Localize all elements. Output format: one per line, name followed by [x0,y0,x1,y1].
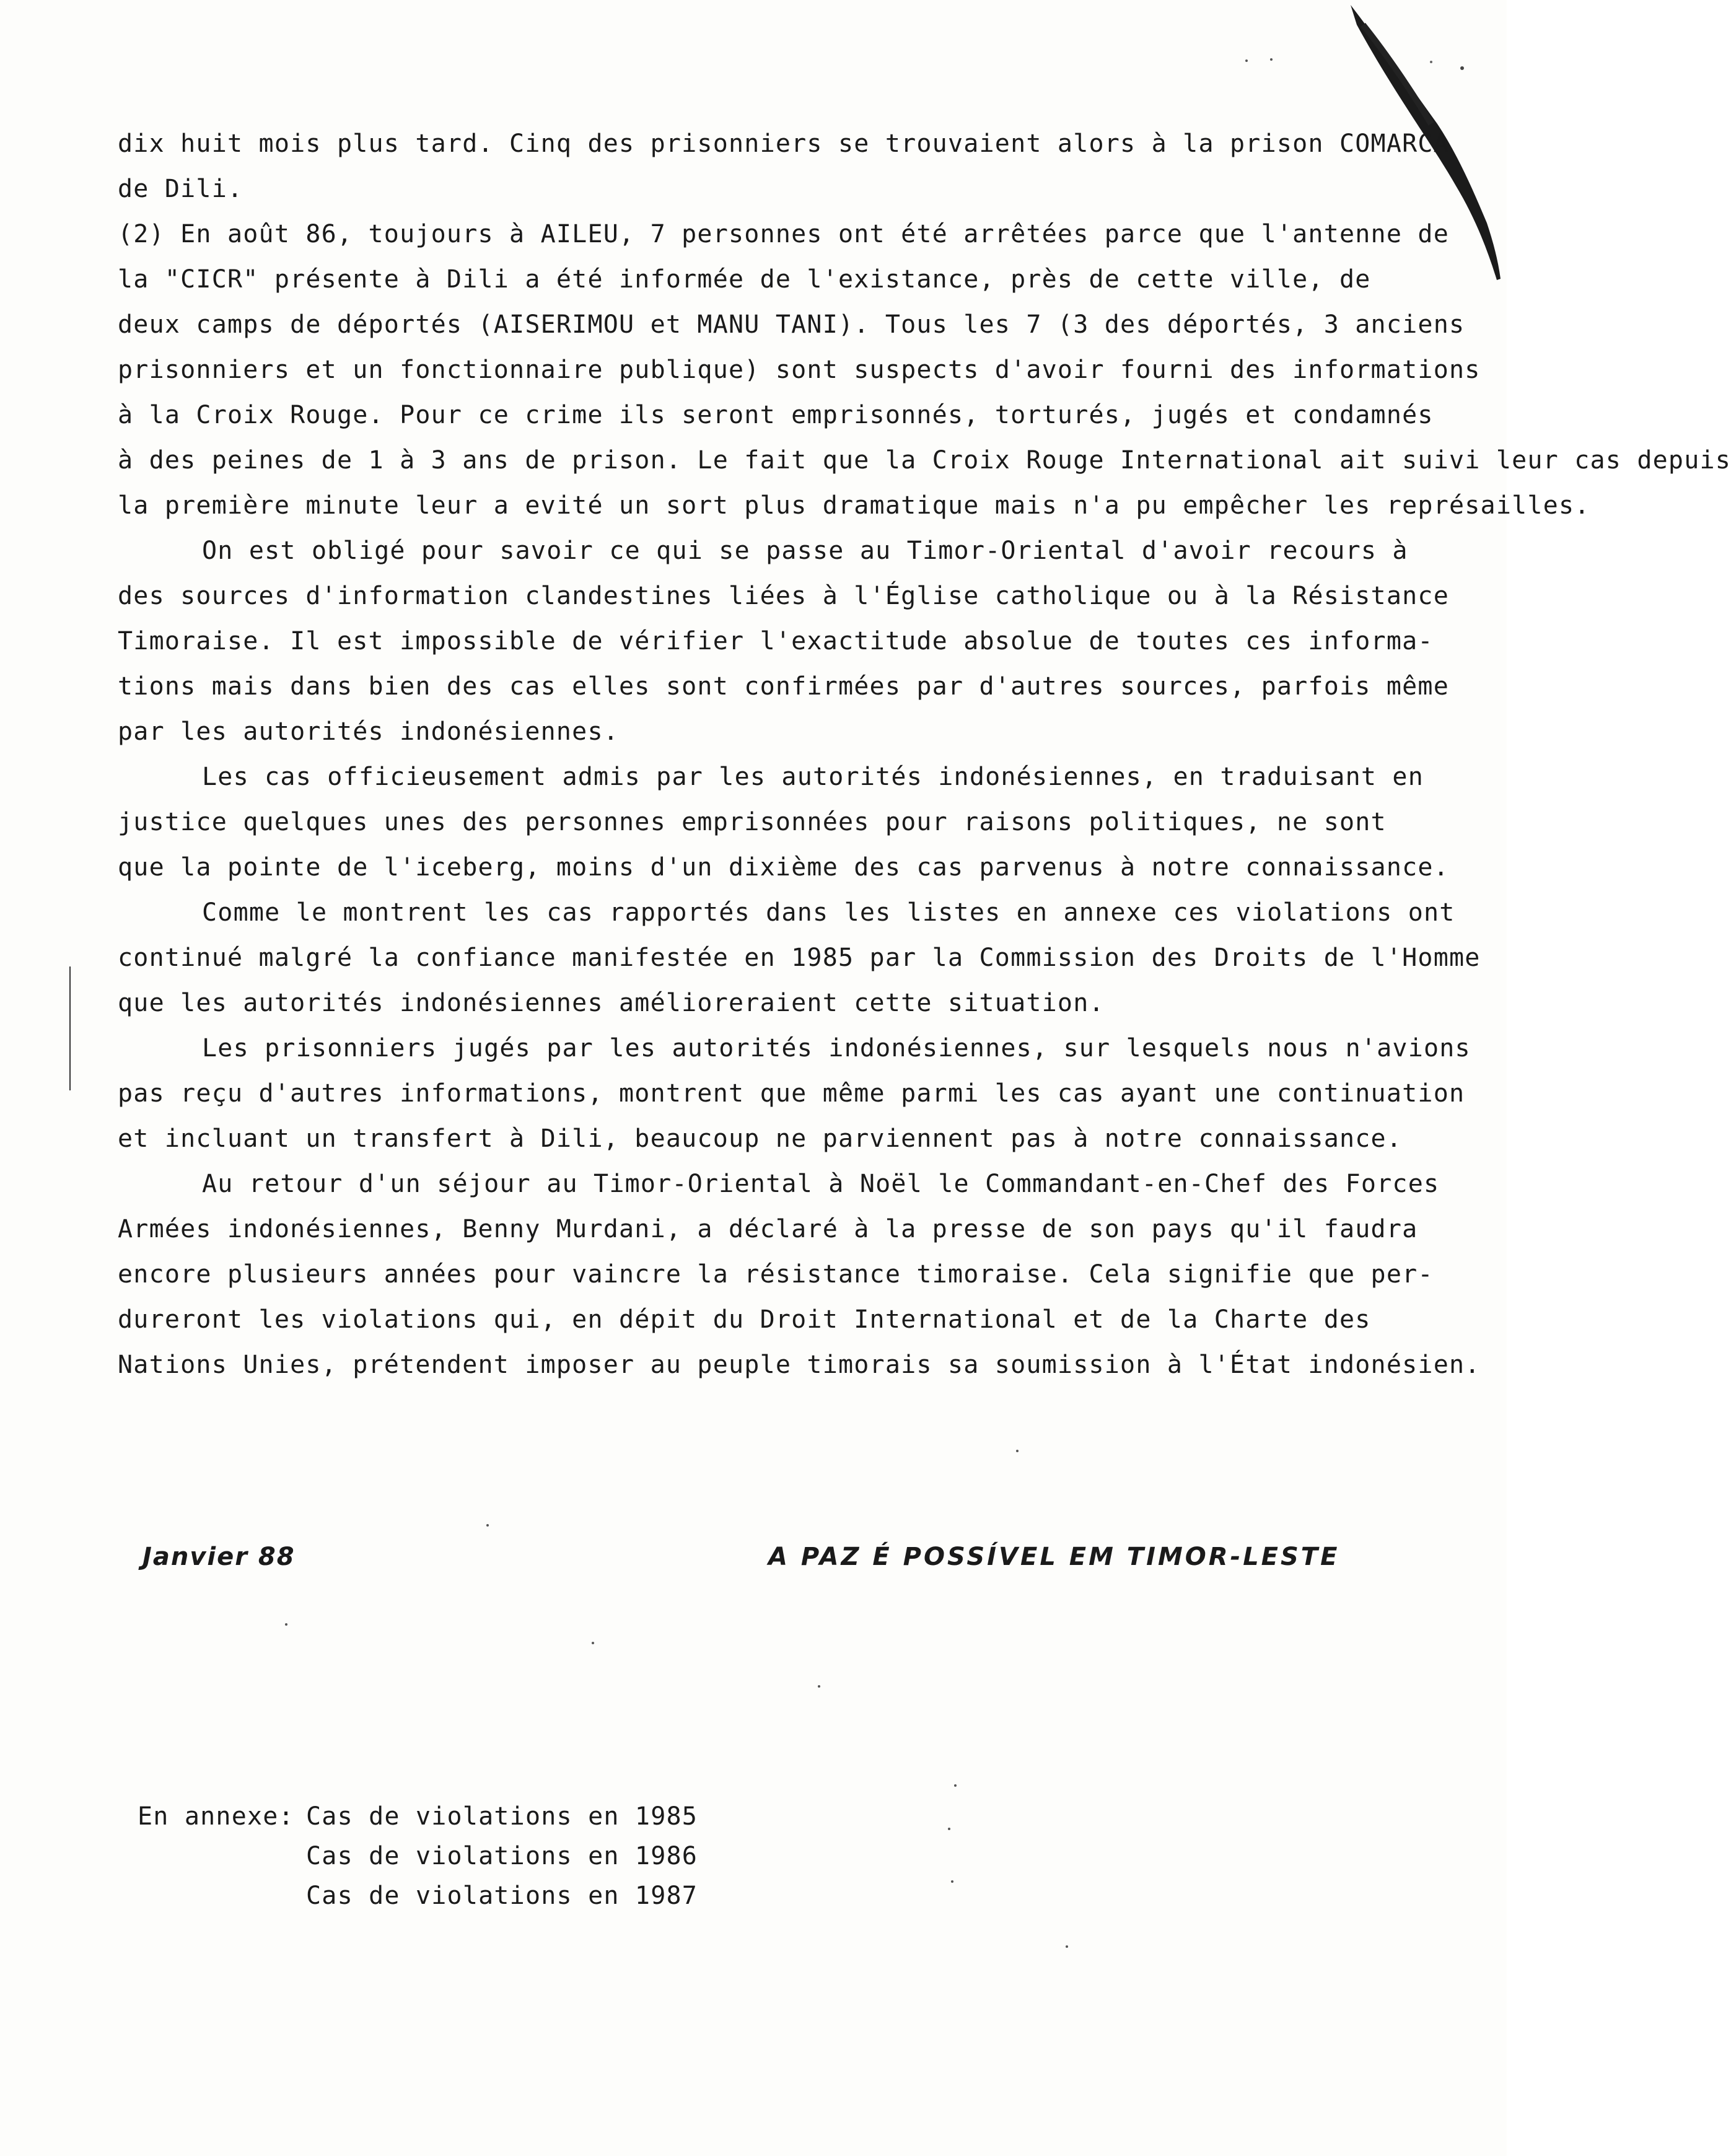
body-line-21: Les prisonniers jugés par les autorités indonésiennes, sur lesquels nous n'avions [202,1034,1471,1063]
body-line-12: Timoraise. Il est impossible de vérifier l'exactitude absolue de toutes ces informa- [118,627,1434,655]
body-line-7: à la Croix Rouge. Pour ce crime ils seront emprisonnés, torturés, jugés et condamnés [118,401,1434,429]
paper-speck [951,1880,953,1883]
annex-row [138,1876,698,1916]
signature-date: Janvier 88 [142,1543,296,1571]
annex-item: Cas de violations en 1985 [306,1802,698,1831]
body-line-19: continué malgré la confiance manifestée en 1985 par la Commission des Droits de l'Homme [118,944,1481,972]
paper-speck [486,1524,489,1527]
body-line-17: que la pointe de l'iceberg, moins d'un dixième des cas parvenus à notre connaissance. [118,853,1449,882]
body-line-4: la "CICR" présente à Dili a été informée de l'existance, près de cette ville, de [118,265,1371,294]
body-line-13: tions mais dans bien des cas elles sont confirmées par d'autres sources, parfois même [118,672,1449,701]
annex-row [138,1836,698,1876]
body-line-9: la première minute leur a evité un sort plus dramatique mais n'a pu empêcher les représailles. [118,491,1590,520]
body-line-6: prisonniers et un fonctionnaire publique) sont suspects d'avoir fourni des informations [118,356,1481,384]
body-line-3: (2) En août 86, toujours à AILEU, 7 personnes ont été arrêtées parce que l'antenne de [118,220,1449,248]
body-line-20: que les autorités indonésiennes amélioreraient cette situation. [118,989,1105,1017]
body-line-1: dix huit mois plus tard. Cinq des prisonniers se trouvaient alors à la prison COMARCA [118,129,1449,158]
body-line-8: à des peines de 1 à 3 ans de prison. Le fait que la Croix Rouge International ait suivi leur cas depuis [118,446,1731,475]
body-line-26: encore plusieurs années pour vaincre la résistance timoraise. Cela signifie que per- [118,1260,1434,1289]
annex-item: Cas de violations en 1986 [306,1842,698,1870]
annex-item: Cas de violations en 1987 [306,1882,698,1910]
margin-line-mark [68,966,72,1090]
paper-speck [1066,1945,1068,1948]
body-line-14: par les autorités indonésiennes. [118,717,620,746]
annex-list [138,1797,698,1916]
body-text [118,121,1731,1388]
paper-speck [1245,59,1248,62]
body-line-11: des sources d'information clandestines liées à l'Église catholique ou à la Résistance [118,582,1449,610]
paper-speck [285,1623,287,1626]
body-line-5: deux camps de déportés (AISERIMOU et MANU TANI). Tous les 7 (3 des déportés, 3 anciens [118,310,1465,339]
paper-speck [818,1685,820,1688]
body-line-10: On est obligé pour savoir ce qui se passe au Timor-Oriental d'avoir recours à [202,537,1408,565]
paper-speck [948,1828,950,1830]
body-line-2: de Dili. [118,175,243,203]
body-line-23: et incluant un transfert à Dili, beaucoup ne parviennent pas à notre connaissance. [118,1124,1403,1153]
paper-speck [592,1642,594,1644]
annex-row [138,1797,698,1836]
signature-slogan: A PAZ É POSSÍVEL EM TIMOR-LESTE [768,1543,1340,1571]
paper-speck [954,1784,957,1787]
body-line-18: Comme le montrent les cas rapportés dans les listes en annexe ces violations ont [202,898,1455,927]
body-line-28: Nations Unies, prétendent imposer au peuple timorais sa soumission à l'État indonésien. [118,1351,1481,1379]
body-line-15: Les cas officieusement admis par les autorités indonésiennes, en traduisant en [202,763,1424,791]
body-line-25: Armées indonésiennes, Benny Murdani, a déclaré à la presse de son pays qu'il faudra [118,1215,1418,1243]
body-line-22: pas reçu d'autres informations, montrent que même parmi les cas ayant une continuation [118,1079,1465,1108]
paper-speck [1016,1450,1019,1452]
paper-speck [1270,58,1273,61]
body-line-27: dureront les violations qui, en dépit du Droit International et de la Charte des [118,1305,1371,1334]
body-line-24: Au retour d'un séjour au Timor-Oriental à Noël le Commandant-en-Chef des Forces [202,1170,1440,1198]
annex-label: En annexe: [138,1802,294,1831]
body-line-16: justice quelques unes des personnes emprisonnées pour raisons politiques, ne sont [118,808,1387,836]
